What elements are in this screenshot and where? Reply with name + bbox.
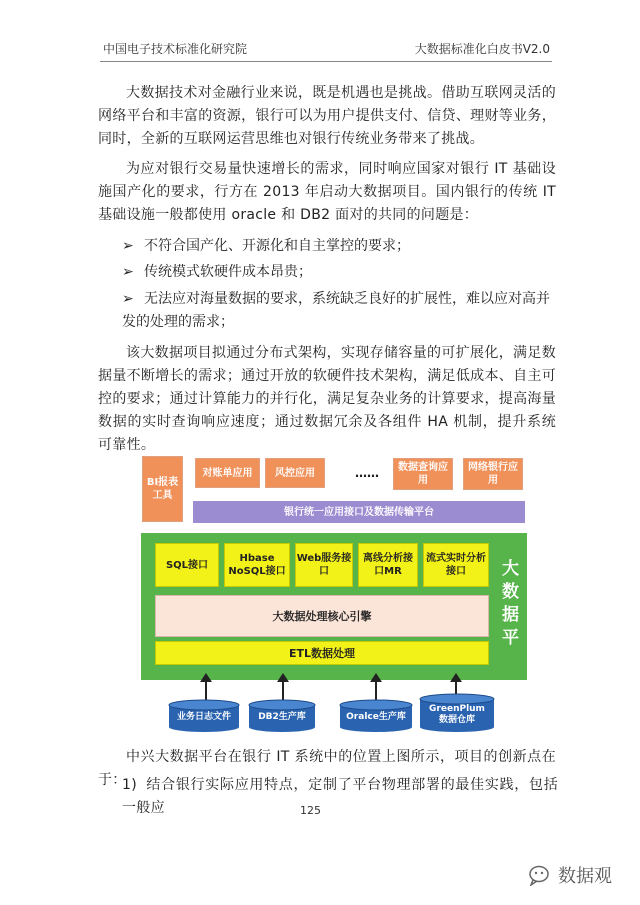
list-item-1 — [122, 774, 558, 820]
paragraph-1: 大数据技术对金融行业来说，既是机遇也是挑战。借助互联网灵活的网络平台和丰富的资源，银行可以为用户提供支付、信贷、理财等业务，同时，全新的互联网运营思维也对银行传统业务带来了挑战。 — [98, 85, 556, 147]
database-icon — [248, 699, 316, 733]
watermark — [528, 862, 612, 888]
platform-vertical-label: 大数据平 — [498, 559, 518, 651]
streaming-interface-box: 流式实时分析接口 — [423, 543, 489, 587]
source-greenplum-label: GreenPlum数据仓库 — [429, 704, 485, 725]
paragraph-2: 为应对银行交易量快速增长的需求，同时响应国家对银行 IT 基础设施国产化的要求，行方在 2013 年启动大数据项目。国内银行的传统 IT 基础设施一般都使用 oracle 和 DB2 面对的共同的问题是： — [98, 161, 556, 223]
watermark-text: 数据观 — [558, 866, 612, 887]
bank-platform-bar: 银行统一应用接口及数据传输平台 — [193, 501, 525, 523]
header-right: 大数据标准化白皮书V2.0 — [414, 42, 550, 56]
ellipsis-label: …… — [355, 465, 379, 480]
source-oracle-label: Oralce生产库 — [346, 712, 406, 722]
online-banking-app-box: 网络银行应用 — [463, 458, 523, 490]
source-db2-label: DB2生产库 — [258, 712, 306, 722]
database-icon — [419, 693, 495, 733]
header-divider — [100, 61, 552, 62]
risk-control-app-box: 风控应用 — [265, 458, 325, 488]
header-left: 中国电子技术标准化研究院 — [103, 42, 248, 56]
bullet-text: 不符合国产化、开源化和自主掌控的要求； — [144, 238, 410, 254]
database-icon — [339, 699, 413, 733]
web-service-interface-box: Web服务接口 — [295, 543, 353, 587]
sql-interface-box: SQL接口 — [155, 543, 219, 587]
paragraph-4: 中兴大数据平台在银行 IT 系统中的位置上图所示，项目的创新点在于： — [98, 749, 556, 788]
bullet-marker-icon: ➢ — [122, 238, 134, 254]
bullet-item-1 — [122, 235, 558, 258]
bi-report-tool-box: BI报表工具 — [142, 456, 183, 522]
architecture-diagram — [135, 453, 530, 735]
list-number: 1) — [122, 777, 137, 793]
statement-app-box: 对账单应用 — [195, 458, 260, 488]
source-log-files-label: 业务日志文件 — [176, 712, 231, 722]
bullet-marker-icon: ➢ — [122, 291, 134, 307]
chat-bubble-icon — [528, 864, 552, 886]
database-icon — [168, 699, 240, 733]
offline-mr-interface-box: 离线分析接口MR — [358, 543, 418, 587]
bullet-marker-icon: ➢ — [122, 264, 134, 280]
bullet-item-3 — [122, 288, 558, 334]
core-engine-box: 大数据处理核心引擎 — [155, 595, 489, 637]
paragraph-3: 该大数据项目拟通过分布式架构，实现存储容量的可扩展化，满足数据量不断增长的需求；通过开放的软硬件技术架构，满足低成本、自主可控的要求；通过计算能力的并行化，满足复杂业务的计算要求，提高海量数据的实时查询响应速度；通过数据冗余及各组件 HA 机制，提升系统可靠性。 — [98, 345, 556, 453]
list-text: 结合银行实际应用特点，定制了平台物理部署的最佳实践，包括一般应 — [122, 777, 558, 816]
etl-box: ETL数据处理 — [155, 641, 489, 665]
data-query-app-box: 数据查询应用 — [393, 458, 453, 490]
bullet-item-2 — [122, 261, 558, 284]
page-number: 125 — [300, 804, 321, 817]
hbase-interface-box: Hbase NoSQL接口 — [224, 543, 290, 587]
bullet-text: 传统模式软硬件成本昂贵； — [144, 264, 312, 280]
bullet-text: 无法应对海量数据的要求，系统缺乏良好的扩展性，难以应对高并发的处理的需求； — [122, 291, 550, 330]
